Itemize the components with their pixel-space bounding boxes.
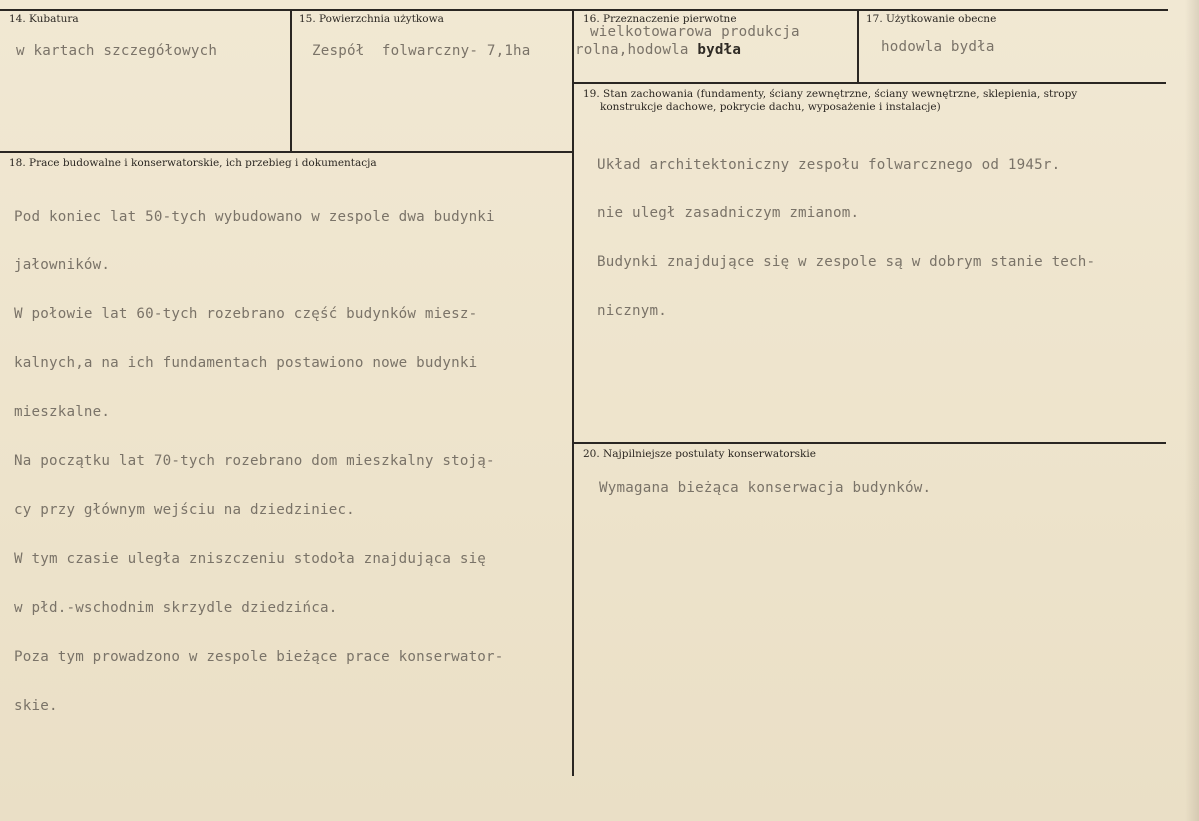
field-16-value-line1: wielkotowarowa produkcja	[590, 24, 800, 40]
field-18-line: W połowie lat 60-tych rozebrano część budynków miesz-	[14, 306, 478, 323]
rule-above-20	[572, 442, 1166, 444]
field-14-value: w kartach szczegółowych	[16, 43, 218, 59]
main-vertical-divider	[572, 9, 574, 776]
field-19-label-line2: konstrukcje dachowe, pokrycie dachu, wyposażenie i instalacje)	[600, 101, 941, 113]
field-18-label: 18. Prace budowalne i konserwatorskie, ich przebieg i dokumentacja	[9, 157, 377, 169]
field-16-value-line2-bold: bydła	[697, 42, 742, 58]
field-18-line: W tym czasie uległa zniszczeniu stodoła znajdująca się	[14, 550, 487, 567]
field-18-line: Poza tym prowadzono w zespole bieżące prace konserwator-	[14, 648, 504, 665]
field-15-value: Zespół folwarczny- 7,1ha	[312, 43, 531, 59]
field-19-line: nie uległ zasadniczym zmianom.	[597, 205, 860, 222]
field-18-line: mieszkalne.	[14, 404, 111, 421]
field-19-text	[597, 124, 1095, 352]
field-18-line: cy przy głównym wejściu na dziedziniec.	[14, 501, 355, 518]
divider-14-15	[290, 9, 292, 152]
field-14-label: 14. Kubatura	[9, 13, 79, 25]
card-edge-shadow	[1185, 0, 1199, 821]
field-18-line: kalnych,a na ich fundamentach postawiono nowe budynki	[14, 355, 478, 372]
field-18-line: Pod koniec lat 50-tych wybudowano w zespole dwa budynki	[14, 208, 495, 225]
field-19-line: Układ architektoniczny zespołu folwarcznego od 1945r.	[597, 156, 1061, 173]
field-16-value-line2	[575, 42, 741, 58]
field-17-label: 17. Użytkowanie obecne	[866, 13, 997, 25]
field-16-value-line2-text: rolna,hodowla	[575, 42, 698, 58]
field-20-value: Wymagana bieżąca konserwacja budynków.	[599, 480, 932, 496]
rule-above-19	[572, 82, 1166, 84]
field-18-line: w płd.-wschodnim skrzydle dziedzińca.	[14, 599, 338, 616]
field-20-label: 20. Najpilniejsze postulaty konserwatorskie	[583, 448, 816, 460]
field-19-line: nicznym.	[597, 303, 667, 320]
field-16-label: 16. Przeznaczenie pierwotne	[583, 13, 737, 25]
field-18-line: Na początku lat 70-tych rozebrano dom mieszkalny stoją-	[14, 453, 495, 470]
divider-16-17	[857, 9, 859, 82]
field-19-label-line1: 19. Stan zachowania (fundamenty, ściany zewnętrzne, ściany wewnętrzne, sklepienia, stropy	[583, 88, 1078, 100]
field-15-label: 15. Powierzchnia użytkowa	[299, 13, 444, 25]
field-18-text	[14, 176, 504, 746]
field-19-line: Budynki znajdujące się w zespole są w dobrym stanie tech-	[597, 254, 1096, 271]
field-18-line: jałowników.	[14, 257, 111, 274]
rule-above-18	[0, 151, 574, 153]
field-18-line: skie.	[14, 697, 58, 714]
top-rule	[0, 9, 1168, 11]
field-17-value: hodowla bydła	[881, 39, 995, 55]
